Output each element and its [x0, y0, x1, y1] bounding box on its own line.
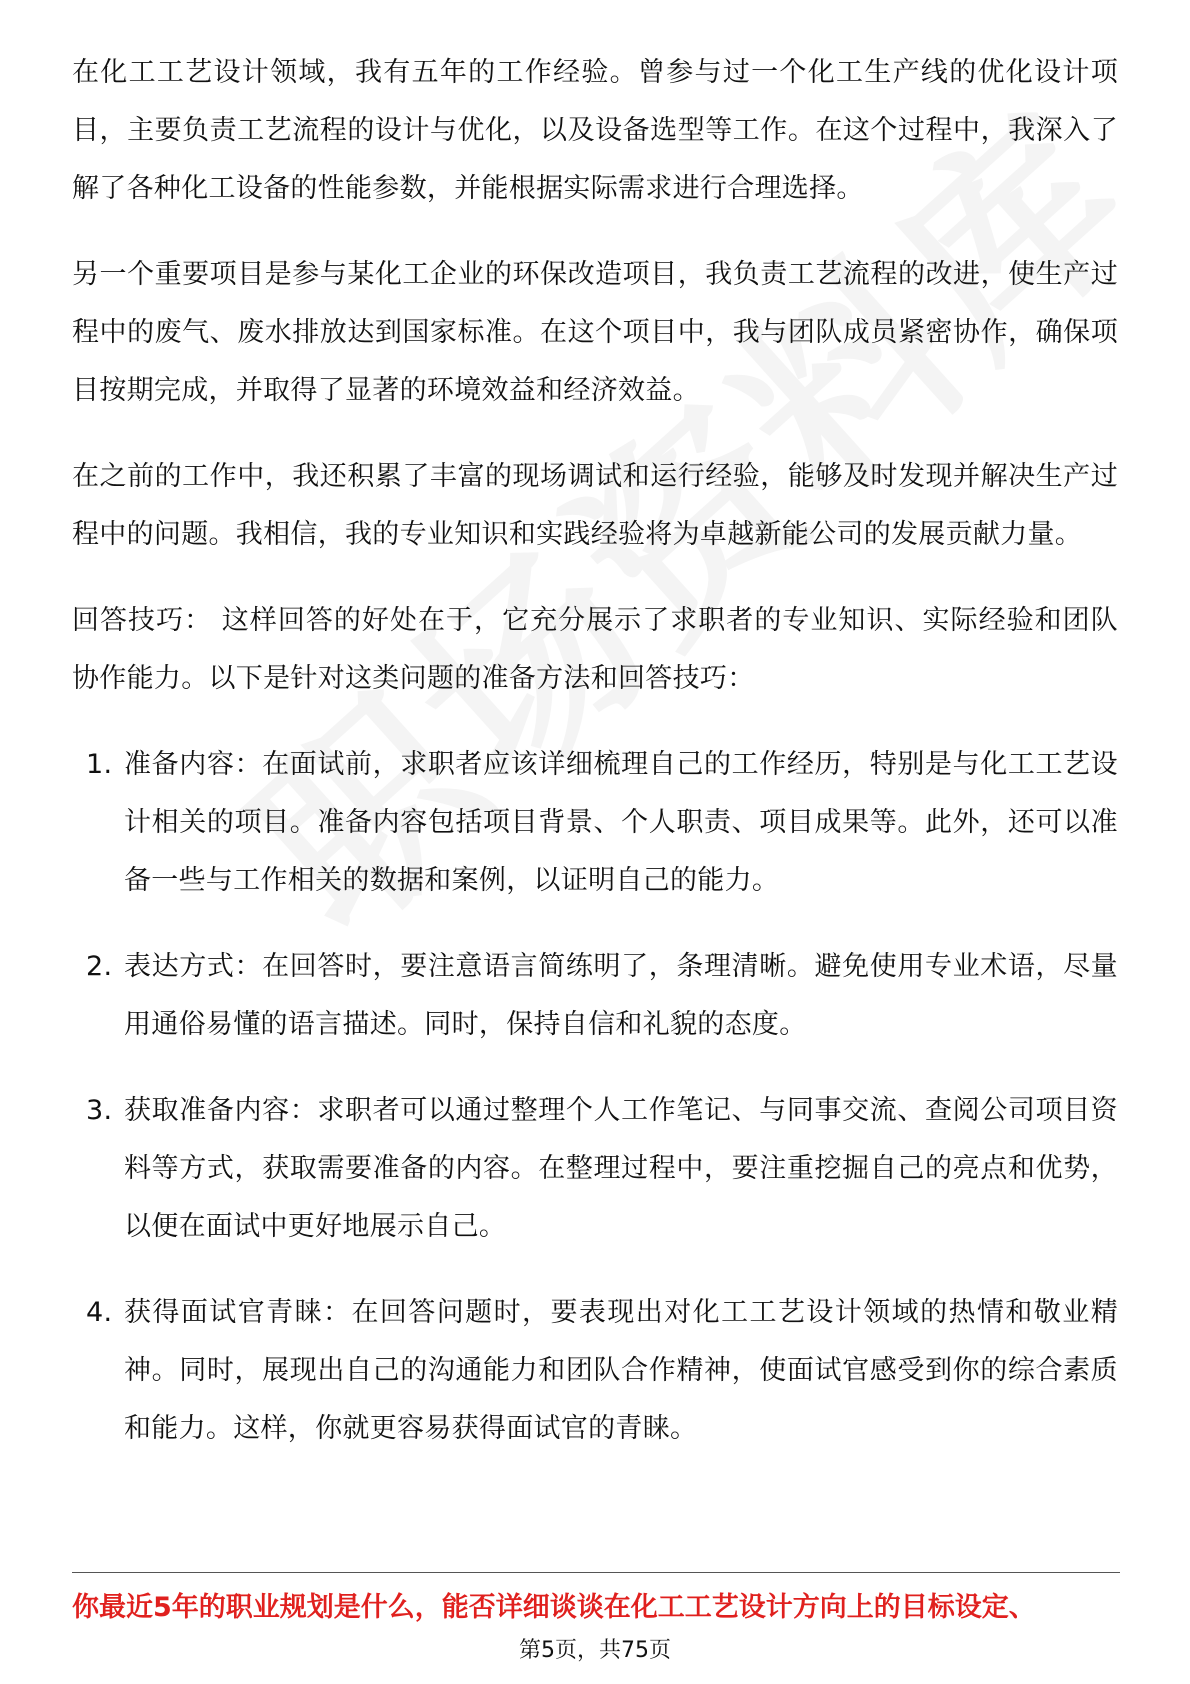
list-item-text: 获得面试官青睐：在回答问题时，要表现出对化工工艺设计领域的热情和敬业精神。同时，展现出自己的沟通能力和团队合作精神，使面试官感受到你的综合素质和能力。这样，你就更容易获得面试官的青睐。 — [124, 1297, 1118, 1444]
next-question-heading: 你最近5年的职业规划是什么，能否详细谈谈在化工工艺设计方向上的目标设定、 — [72, 1592, 1036, 1623]
list-item-text: 准备内容：在面试前，求职者应该详细梳理自己的工作经历，特别是与化工工艺设计相关的项目。准备内容包括项目背景、个人职责、项目成果等。此外，还可以准备一些与工作相关的数据和案例，以证明自己的能力。 — [124, 749, 1118, 896]
tips-list — [72, 736, 1118, 1458]
page-number: 第5页，共75页 — [519, 1638, 671, 1663]
answer-paragraph-3: 在之前的工作中，我还积累了丰富的现场调试和运行经验，能够及时发现并解决生产过程中的问题。我相信，我的专业知识和实践经验将为卓越新能公司的发展贡献力量。 — [72, 461, 1118, 550]
list-item-number: 3. — [86, 1095, 113, 1126]
document-body — [72, 44, 1118, 1486]
list-item-number: 1. — [86, 749, 113, 780]
answer-paragraph-2: 另一个重要项目是参与某化工企业的环保改造项目，我负责工艺流程的改进，使生产过程中的废气、废水排放达到国家标准。在这个项目中，我与团队成员紧密协作，确保项目按期完成，并取得了显著的环境效益和经济效益。 — [72, 259, 1118, 406]
list-item — [72, 938, 1118, 1054]
list-item-number: 2. — [86, 951, 113, 982]
answer-paragraph-1: 在化工工艺设计领域，我有五年的工作经验。曾参与过一个化工生产线的优化设计项目，主要负责工艺流程的设计与优化，以及设备选型等工作。在这个过程中，我深入了解了各种化工设备的性能参数，并能根据实际需求进行合理选择。 — [72, 57, 1118, 204]
tips-intro-paragraph: 回答技巧： 这样回答的好处在于，它充分展示了求职者的专业知识、实际经验和团队协作能力。以下是针对这类问题的准备方法和回答技巧： — [72, 605, 1118, 694]
list-item — [72, 736, 1118, 910]
list-item-text: 表达方式：在回答时，要注意语言简练明了，条理清晰。避免使用专业术语，尽量用通俗易懂的语言描述。同时，保持自信和礼貌的态度。 — [124, 951, 1118, 1040]
list-item-text: 获取准备内容：求职者可以通过整理个人工作笔记、与同事交流、查阅公司项目资料等方式，获取需要准备的内容。在整理过程中，要注重挖掘自己的亮点和优势，以便在面试中更好地展示自己。 — [124, 1095, 1118, 1242]
list-item — [72, 1284, 1118, 1458]
footer-divider — [72, 1572, 1120, 1573]
list-item — [72, 1082, 1118, 1256]
list-item-number: 4. — [86, 1297, 113, 1328]
